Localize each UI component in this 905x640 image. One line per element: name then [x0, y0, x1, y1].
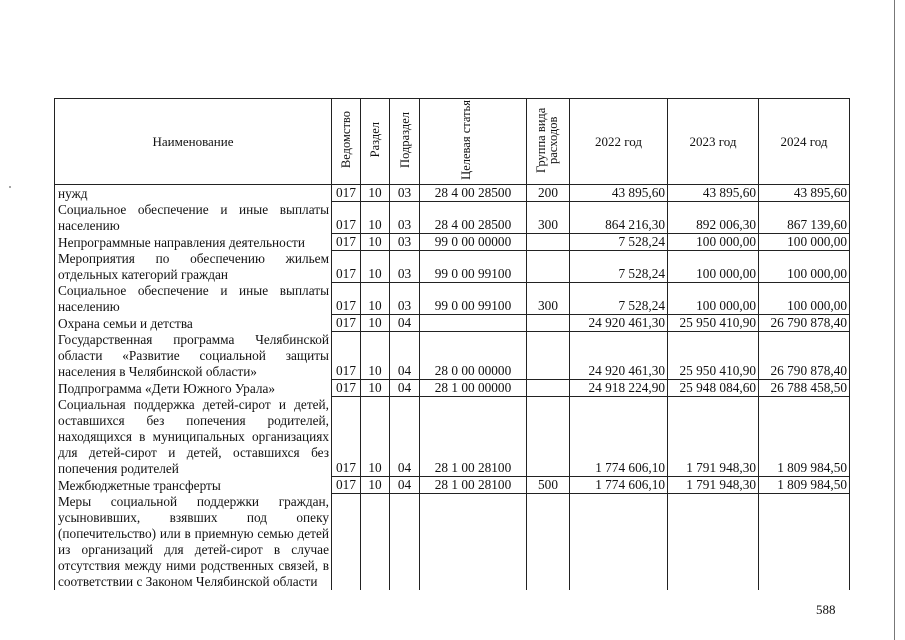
cell-y2024 — [759, 494, 850, 590]
cell-y2022: 24 920 461,30 — [570, 332, 668, 380]
cell-group — [527, 234, 570, 251]
page-number: 588 — [816, 602, 836, 617]
cell-dept: 017 — [332, 251, 361, 283]
cell-y2022: 43 895,60 — [570, 185, 668, 202]
budget-table — [54, 98, 850, 590]
cell-group: 300 — [527, 283, 570, 315]
table-row — [55, 477, 850, 494]
cell-y2022: 1 774 606,10 — [570, 477, 668, 494]
cell-group: 200 — [527, 185, 570, 202]
header-dept: Ведомство — [332, 99, 361, 185]
cell-name: нужд — [55, 185, 332, 202]
cell-y2023: 43 895,60 — [668, 185, 759, 202]
cell-subsection: 03 — [390, 202, 420, 234]
cell-subsection: 03 — [390, 283, 420, 315]
cell-y2023: 25 948 084,60 — [668, 380, 759, 397]
header-2023: 2023 год — [668, 99, 759, 185]
cell-target — [420, 494, 527, 590]
cell-section: 10 — [361, 283, 390, 315]
cell-y2022: 864 216,30 — [570, 202, 668, 234]
cell-y2023: 25 950 410,90 — [668, 315, 759, 332]
cell-group — [527, 494, 570, 590]
cell-target: 28 4 00 28500 — [420, 202, 527, 234]
cell-dept: 017 — [332, 315, 361, 332]
cell-group — [527, 397, 570, 477]
cell-dept: 017 — [332, 477, 361, 494]
cell-name: Социальное обеспечение и иные выплаты населению — [55, 202, 332, 234]
cell-section: 10 — [361, 397, 390, 477]
table-row — [55, 315, 850, 332]
cell-target: 99 0 00 00000 — [420, 234, 527, 251]
cell-y2022: 1 774 606,10 — [570, 397, 668, 477]
cell-subsection: 03 — [390, 185, 420, 202]
cell-y2023: 100 000,00 — [668, 251, 759, 283]
cell-dept: 017 — [332, 332, 361, 380]
cell-subsection: 04 — [390, 332, 420, 380]
page-edge-line — [894, 0, 895, 640]
cell-y2024: 1 809 984,50 — [759, 397, 850, 477]
table-row — [55, 397, 850, 477]
cell-subsection: 03 — [390, 251, 420, 283]
cell-name: Непрограммные направления деятельности — [55, 234, 332, 251]
cell-dept: 017 — [332, 380, 361, 397]
cell-subsection: 04 — [390, 397, 420, 477]
header-2024: 2024 год — [759, 99, 850, 185]
cell-y2023: 1 791 948,30 — [668, 397, 759, 477]
cell-name: Социальная поддержка детей-сирот и детей, оставшихся без попечения родителей, находящихся в муниципальных организациях для детей-сирот и детей, оставшихся без попечения родителей — [55, 397, 332, 477]
cell-dept — [332, 494, 361, 590]
cell-section: 10 — [361, 380, 390, 397]
cell-dept: 017 — [332, 185, 361, 202]
cell-name: Государственная программа Челябинской области «Развитие социальной защиты населения в Челябинской области» — [55, 332, 332, 380]
cell-name: Социальное обеспечение и иные выплаты населению — [55, 283, 332, 315]
table-row — [55, 251, 850, 283]
cell-y2022: 7 528,24 — [570, 234, 668, 251]
cell-subsection: 04 — [390, 477, 420, 494]
cell-y2024: 100 000,00 — [759, 251, 850, 283]
cell-target: 99 0 00 99100 — [420, 251, 527, 283]
cell-y2023: 25 950 410,90 — [668, 332, 759, 380]
cell-section: 10 — [361, 332, 390, 380]
table-row — [55, 332, 850, 380]
cell-y2024: 26 788 458,50 — [759, 380, 850, 397]
table-header — [55, 99, 850, 185]
table-body — [55, 185, 850, 590]
cell-dept: 017 — [332, 202, 361, 234]
cell-dept: 017 — [332, 234, 361, 251]
cell-y2023: 100 000,00 — [668, 234, 759, 251]
table-row — [55, 185, 850, 202]
table-row — [55, 202, 850, 234]
cell-name: Подпрограмма «Дети Южного Урала» — [55, 380, 332, 397]
cell-y2022 — [570, 494, 668, 590]
cell-target: 99 0 00 99100 — [420, 283, 527, 315]
budget-table-container — [54, 98, 850, 590]
cell-group — [527, 332, 570, 380]
cell-subsection: 04 — [390, 380, 420, 397]
cell-section: 10 — [361, 477, 390, 494]
cell-section: 10 — [361, 202, 390, 234]
cell-subsection — [390, 494, 420, 590]
cell-target: 28 4 00 28500 — [420, 185, 527, 202]
cell-y2023 — [668, 494, 759, 590]
cell-target — [420, 315, 527, 332]
header-section: Раздел — [361, 99, 390, 185]
cell-target: 28 1 00 28100 — [420, 397, 527, 477]
cell-group — [527, 315, 570, 332]
cell-section: 10 — [361, 185, 390, 202]
cell-subsection: 03 — [390, 234, 420, 251]
header-2022: 2022 год — [570, 99, 668, 185]
cell-section: 10 — [361, 315, 390, 332]
cell-target: 28 0 00 00000 — [420, 332, 527, 380]
cell-y2022: 7 528,24 — [570, 251, 668, 283]
header-name: Наименование — [55, 99, 332, 185]
header-group: Группа вида расходов — [527, 99, 570, 185]
header-target: Целевая статья — [420, 99, 527, 185]
cell-section: 10 — [361, 251, 390, 283]
cell-y2024: 100 000,00 — [759, 234, 850, 251]
cell-y2024: 100 000,00 — [759, 283, 850, 315]
table-row — [55, 494, 850, 590]
cell-section — [361, 494, 390, 590]
table-row — [55, 234, 850, 251]
scan-speck — [9, 186, 11, 188]
cell-name: Межбюджетные трансферты — [55, 477, 332, 494]
cell-y2023: 100 000,00 — [668, 283, 759, 315]
cell-group — [527, 380, 570, 397]
cell-y2022: 24 920 461,30 — [570, 315, 668, 332]
cell-name: Меры социальной поддержки граждан, усыновивших, взявших под опеку (попечительство) или в приемную семью детей из организаций для детей-сирот в случае отсутствия между ними родственных связей, в соответствии с Законом Челябинской области — [55, 494, 332, 590]
cell-y2024: 867 139,60 — [759, 202, 850, 234]
cell-y2022: 7 528,24 — [570, 283, 668, 315]
cell-group — [527, 251, 570, 283]
cell-dept: 017 — [332, 397, 361, 477]
cell-target: 28 1 00 28100 — [420, 477, 527, 494]
cell-y2023: 892 006,30 — [668, 202, 759, 234]
cell-subsection: 04 — [390, 315, 420, 332]
table-row — [55, 283, 850, 315]
cell-section: 10 — [361, 234, 390, 251]
table-row — [55, 380, 850, 397]
cell-dept: 017 — [332, 283, 361, 315]
cell-y2024: 26 790 878,40 — [759, 315, 850, 332]
cell-name: Мероприятия по обеспечению жильем отдельных категорий граждан — [55, 251, 332, 283]
cell-group: 300 — [527, 202, 570, 234]
cell-name: Охрана семьи и детства — [55, 315, 332, 332]
header-subsection: Подраздел — [390, 99, 420, 185]
cell-y2022: 24 918 224,90 — [570, 380, 668, 397]
cell-y2024: 1 809 984,50 — [759, 477, 850, 494]
cell-group: 500 — [527, 477, 570, 494]
cell-y2024: 26 790 878,40 — [759, 332, 850, 380]
cell-y2024: 43 895,60 — [759, 185, 850, 202]
cell-target: 28 1 00 00000 — [420, 380, 527, 397]
cell-y2023: 1 791 948,30 — [668, 477, 759, 494]
